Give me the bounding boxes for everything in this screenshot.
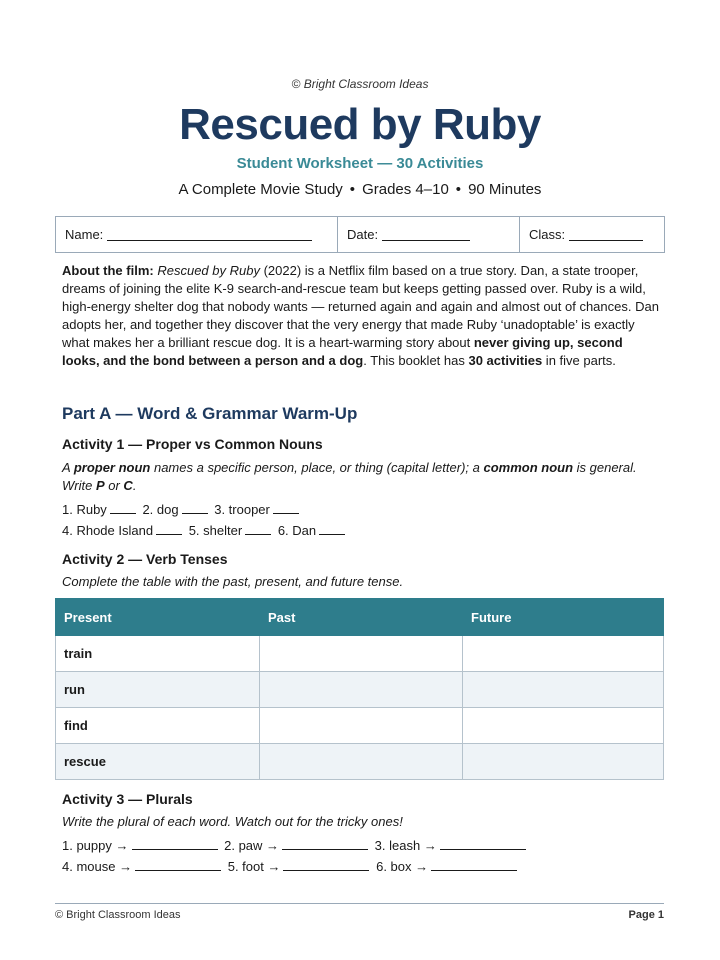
- date-label: Date:: [347, 227, 379, 242]
- page-title: Rescued by Ruby: [179, 100, 541, 149]
- instr-bold: C: [123, 478, 133, 493]
- answer-blank[interactable]: [283, 859, 369, 871]
- activity-3-row-1: [62, 838, 529, 853]
- footer-divider: [55, 903, 664, 904]
- table-row: [56, 636, 664, 672]
- activity-3-heading: Activity 3 — Plurals: [62, 791, 193, 807]
- future-answer-cell[interactable]: [463, 744, 664, 780]
- activity-2-instructions: Complete the table with the past, present, and future tense.: [62, 574, 404, 589]
- past-answer-cell[interactable]: [260, 672, 463, 708]
- answer-blank[interactable]: [440, 838, 526, 850]
- table-row: [56, 672, 664, 708]
- answer-blank[interactable]: [319, 523, 345, 535]
- class-blank[interactable]: [569, 228, 643, 241]
- activity-3-row-2: [62, 859, 520, 874]
- plural-item: 1. puppy →: [62, 838, 129, 853]
- present-cell: find: [56, 708, 260, 744]
- noun-item: 5. shelter: [188, 523, 243, 538]
- name-blank[interactable]: [107, 228, 312, 241]
- activity-2-heading: Activity 2 — Verb Tenses: [62, 551, 228, 567]
- present-cell: run: [56, 672, 260, 708]
- plural-item: 4. mouse →: [62, 859, 133, 874]
- date-field[interactable]: [337, 217, 519, 252]
- table-row: [56, 744, 664, 780]
- past-answer-cell[interactable]: [260, 636, 463, 672]
- answer-blank[interactable]: [182, 502, 208, 514]
- about-the-film: [62, 262, 662, 370]
- present-cell: rescue: [56, 744, 260, 780]
- answer-blank[interactable]: [431, 859, 517, 871]
- table-row: [56, 708, 664, 744]
- about-lead: About the film:: [62, 263, 154, 278]
- instr-bold: common noun: [483, 460, 574, 475]
- answer-blank[interactable]: [273, 502, 299, 514]
- plural-item: 3. leash →: [374, 838, 437, 853]
- past-answer-cell[interactable]: [260, 708, 463, 744]
- instr-bold: P: [95, 478, 105, 493]
- answer-blank[interactable]: [110, 502, 136, 514]
- class-field[interactable]: [519, 217, 664, 252]
- verb-tense-table: [55, 598, 664, 780]
- about-bold-2: 30 activities: [468, 353, 543, 368]
- activity-1-row-1: [62, 502, 302, 517]
- column-header-past: Past: [260, 599, 463, 636]
- name-field[interactable]: [56, 217, 337, 252]
- student-info-box: [55, 216, 665, 253]
- future-answer-cell[interactable]: [463, 708, 664, 744]
- future-answer-cell[interactable]: [463, 636, 664, 672]
- plural-item: 2. paw →: [224, 838, 280, 853]
- tagline-grades: Grades 4–10: [362, 181, 449, 198]
- film-title: Rescued by Ruby: [157, 263, 260, 278]
- about-bold-1: never giving up, second looks, and the bond between a person and a dog: [62, 335, 623, 368]
- page-subtitle: Student Worksheet — 30 Activities: [236, 155, 484, 172]
- instr-text: A: [62, 460, 74, 475]
- footer-copyright: © Bright Classroom Ideas: [55, 909, 181, 921]
- instr-text: or: [104, 478, 124, 493]
- noun-item: 3. trooper: [214, 502, 270, 517]
- noun-item: 4. Rhode Island: [62, 523, 154, 538]
- tagline: [0, 181, 720, 198]
- bullet-separator: •: [455, 181, 462, 198]
- answer-blank[interactable]: [245, 523, 271, 535]
- activity-3-instructions: Write the plural of each word. Watch out for the tricky ones!: [62, 814, 403, 829]
- about-text-1: (2022) is a Netflix film based on a true story. Dan, a state trooper, dreams of joining the elite K-9 search-and-rescue team but keeps getting passed over. Ruby is a wild, high-energy shelter dog that nobody wants — returned again and again and almost out of chances. Dan adopts her, and together they discover that the very energy that made Ruby ‘unadoptable’ is exactly what makes her a brilliant rescue dog. It is a heart-warming story about: [62, 263, 659, 350]
- answer-blank[interactable]: [132, 838, 218, 850]
- answer-blank[interactable]: [282, 838, 368, 850]
- noun-item: 1. Ruby: [62, 502, 107, 517]
- instr-bold: proper noun: [73, 460, 151, 475]
- about-text-3: in five parts.: [542, 353, 616, 368]
- plural-item: 6. box →: [376, 859, 429, 874]
- column-header-future: Future: [463, 599, 664, 636]
- name-label: Name:: [65, 227, 104, 242]
- answer-blank[interactable]: [135, 859, 221, 871]
- header-copyright: © Bright Classroom Ideas: [291, 77, 429, 91]
- past-answer-cell[interactable]: [260, 744, 463, 780]
- about-text-2: . This booklet has: [363, 353, 469, 368]
- instr-text: names a specific person, place, or thing (capital letter); a: [150, 460, 484, 475]
- table-header-row: [56, 599, 664, 636]
- activity-1-row-2: [62, 523, 348, 538]
- date-blank[interactable]: [382, 228, 470, 241]
- activity-1-instructions: [62, 459, 662, 495]
- column-header-present: Present: [56, 599, 260, 636]
- future-answer-cell[interactable]: [463, 672, 664, 708]
- tagline-duration: 90 Minutes: [468, 181, 542, 198]
- noun-item: 6. Dan: [277, 523, 317, 538]
- instr-text: is general. Write: [62, 460, 637, 493]
- instr-text: .: [132, 478, 137, 493]
- part-a-heading: Part A — Word & Grammar Warm-Up: [62, 404, 358, 423]
- class-label: Class:: [529, 227, 566, 242]
- plural-item: 5. foot →: [227, 859, 281, 874]
- page-number: Page 1: [628, 909, 664, 921]
- bullet-separator: •: [349, 181, 356, 198]
- present-cell: train: [56, 636, 260, 672]
- noun-item: 2. dog: [142, 502, 179, 517]
- answer-blank[interactable]: [156, 523, 182, 535]
- tagline-study: A Complete Movie Study: [178, 181, 343, 198]
- activity-1-heading: Activity 1 — Proper vs Common Nouns: [62, 436, 323, 452]
